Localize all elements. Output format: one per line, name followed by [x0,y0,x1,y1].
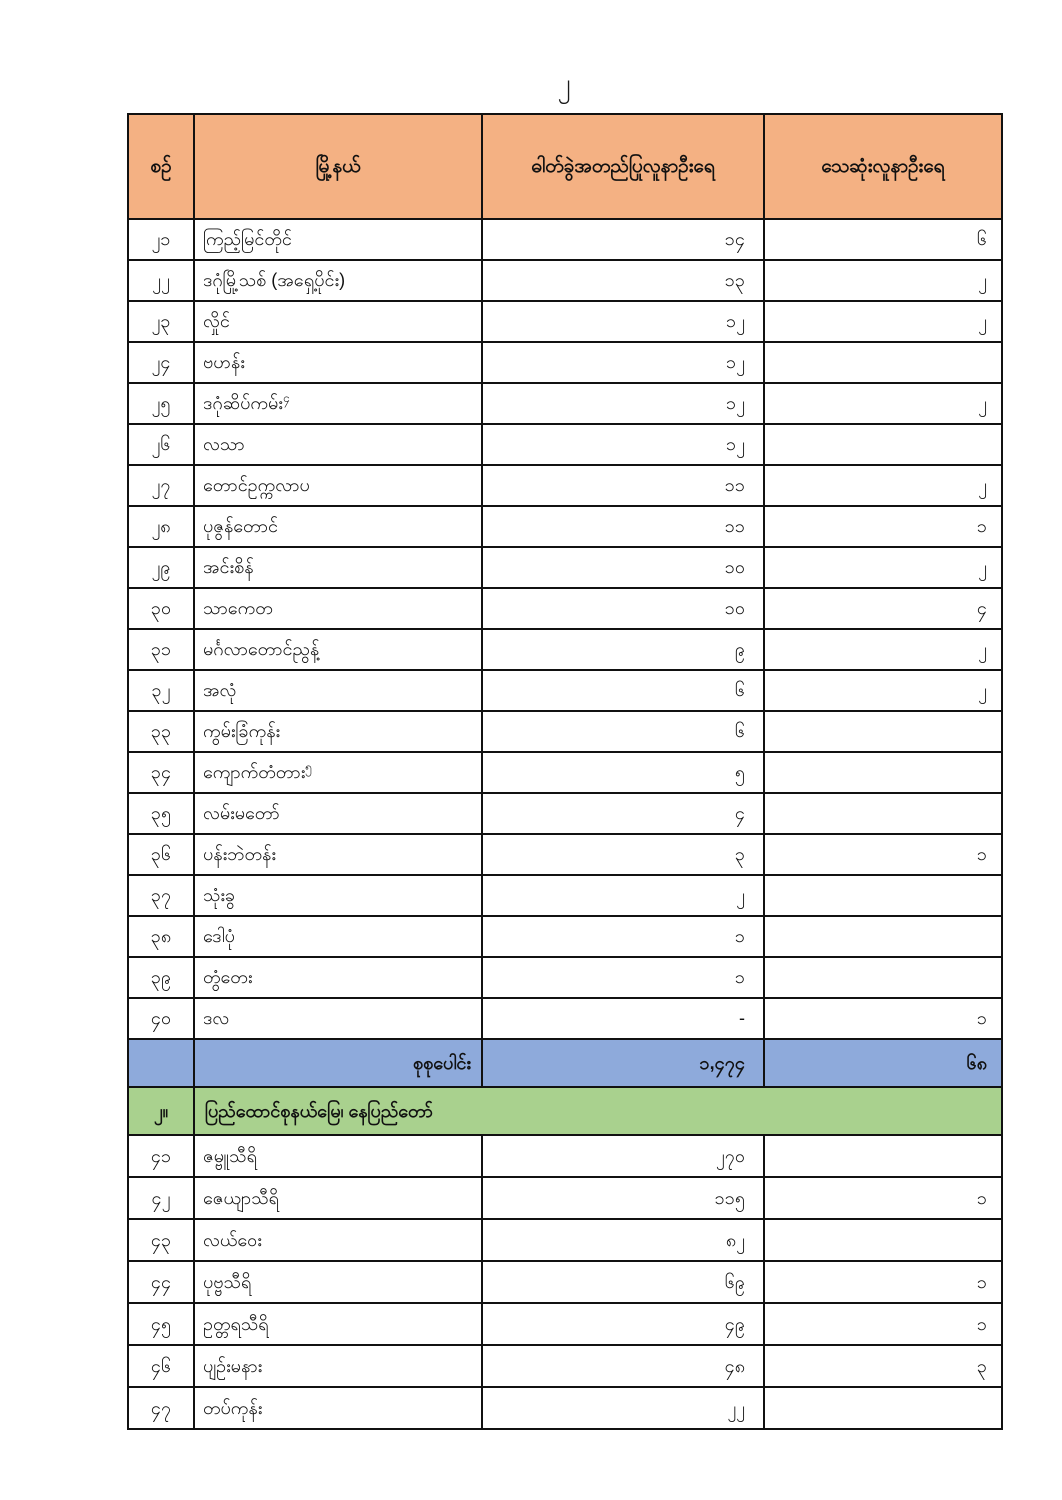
total-row [128,1039,1002,1087]
township-label: ဇေယျာသီရိ [203,1187,279,1208]
row-number: ၃၄ [128,752,194,793]
death-count: ၁ [764,834,1002,875]
confirmed-count: ၃ [482,834,764,875]
row-number: ၂၁ [128,219,194,260]
table-row [128,793,1002,834]
township-label: ဗဟန်း [203,352,245,373]
township-name [194,793,482,834]
township-name [194,1135,482,1177]
confirmed-count: ၆၉ [482,1261,764,1303]
confirmed-count: ၁၀ [482,588,764,629]
township-label: ဒဂုံမြို့သစ် (အရှေ့ပိုင်း) [203,270,346,291]
table-row [128,752,1002,793]
death-count: ၁ [764,1261,1002,1303]
township-rows-naypyitaw [128,1135,1002,1429]
township-label: တပ်ကုန်း [203,1397,263,1418]
death-count: ၆ [764,219,1002,260]
township-label: တွံတေး [203,967,253,988]
confirmed-count: ၁၂ [482,301,764,342]
section-title: ပြည်ထောင်စုနယ်မြေ၊ နေပြည်တော် [194,1087,1002,1135]
confirmed-count: ၁ [482,916,764,957]
table-row [128,465,1002,506]
table-row [128,629,1002,670]
table-row [128,711,1002,752]
header-township: မြို့နယ် [194,114,482,219]
confirmed-count: ၈၂ [482,1219,764,1261]
confirmed-count: ၁၂ [482,342,764,383]
row-number: ၃၇ [128,875,194,916]
table-row [128,547,1002,588]
row-number: ၃၉ [128,957,194,998]
table-row [128,1261,1002,1303]
confirmed-count: ၄၉ [482,1303,764,1345]
death-count [764,1135,1002,1177]
confirmed-count: ၁၄ [482,219,764,260]
row-number: ၂၂ [128,260,194,301]
table-row [128,1135,1002,1177]
township-name [194,342,482,383]
township-label: ဒေါပုံ [203,926,235,947]
township-name [194,1303,482,1345]
confirmed-count: ၁၁၅ [482,1177,764,1219]
death-count: ၂ [764,547,1002,588]
header-deaths: သေဆုံးလူနာဦးရေ [764,114,1002,219]
header-row [128,114,1002,219]
township-name [194,383,482,424]
table-row [128,260,1002,301]
township-name [194,875,482,916]
table-row [128,670,1002,711]
row-number: ၃၁ [128,629,194,670]
township-label: ကွမ်းခြံကုန်း [203,721,281,742]
township-name [194,465,482,506]
header-serial: စဉ် [128,114,194,219]
death-count [764,875,1002,916]
row-number: ၄၅ [128,1303,194,1345]
death-count: ၂ [764,260,1002,301]
death-count: ၃ [764,1345,1002,1387]
row-number: ၃၀ [128,588,194,629]
row-number: ၄၇ [128,1387,194,1429]
township-name [194,547,482,588]
confirmed-count: ၉ [482,629,764,670]
row-number: ၃၈ [128,916,194,957]
row-number: ၄၃ [128,1219,194,1261]
township-name [194,1345,482,1387]
township-label: ဒဂုံဆိပ်ကမ်း [203,393,283,414]
township-label: သုံးခွ [203,885,236,906]
row-number: ၄၆ [128,1345,194,1387]
township-name [194,998,482,1039]
township-label: လမ်းမတော် [203,803,280,824]
table-row [128,219,1002,260]
row-number: ၄၄ [128,1261,194,1303]
death-count: ၁ [764,1303,1002,1345]
death-count: ၂ [764,383,1002,424]
section-number: ၂။ [128,1087,194,1135]
death-count: ၂ [764,301,1002,342]
table-row [128,875,1002,916]
death-count: ၁ [764,998,1002,1039]
death-count [764,342,1002,383]
confirmed-count: ၁၁ [482,465,764,506]
table-row [128,1219,1002,1261]
township-label: အလုံ [203,680,237,701]
death-count: ၁ [764,1177,1002,1219]
township-name [194,752,482,793]
table-row [128,506,1002,547]
confirmed-count: - [482,998,764,1039]
confirmed-count: ၁၀ [482,547,764,588]
township-label: ဇမ္ဗူသီရိ [203,1145,257,1166]
total-empty-cell [128,1039,194,1087]
covid-township-table [127,113,1003,1430]
township-label: ပျဉ်းမနား [203,1355,263,1376]
township-name [194,957,482,998]
township-name [194,1261,482,1303]
township-label: အင်းစိန် [203,557,254,578]
township-name [194,588,482,629]
township-name [194,711,482,752]
row-number: ၃၂ [128,670,194,711]
header-confirmed: ဓါတ်ခွဲအတည်ပြုလူနာဦးရေ [482,114,764,219]
row-number: ၂၇ [128,465,194,506]
township-name [194,1219,482,1261]
confirmed-count: ၁၂ [482,383,764,424]
confirmed-count: ၄ [482,793,764,834]
row-number: ၃၅ [128,793,194,834]
table-row [128,383,1002,424]
township-name [194,670,482,711]
township-label: ပုဇွန်တောင် [203,516,278,537]
township-label: သာကေတ [203,598,273,619]
table-row [128,1303,1002,1345]
township-name [194,260,482,301]
death-count [764,957,1002,998]
table-row [128,1387,1002,1429]
footnote-marker: ၄ [282,391,290,406]
death-count [764,916,1002,957]
table-row [128,834,1002,875]
table-row [128,957,1002,998]
township-name [194,301,482,342]
death-count [764,793,1002,834]
township-label: ကြည့်မြင်တိုင် [203,229,292,250]
row-number: ၂၃ [128,301,194,342]
section-header-row [128,1087,1002,1135]
row-number: ၂၄ [128,342,194,383]
death-count [764,711,1002,752]
confirmed-count: ၆ [482,711,764,752]
footnote-marker: ၅ [305,760,313,775]
row-number: ၂၈ [128,506,194,547]
table-row [128,342,1002,383]
township-name [194,629,482,670]
township-name [194,834,482,875]
confirmed-count: ၂၂ [482,1387,764,1429]
confirmed-count: ၁၃ [482,260,764,301]
township-name [194,916,482,957]
township-label: ပန်းဘဲတန်း [203,844,276,865]
township-name [194,1177,482,1219]
row-number: ၂၅ [128,383,194,424]
table-row [128,1177,1002,1219]
township-name [194,424,482,465]
death-count: ၂ [764,670,1002,711]
death-count: ၄ [764,588,1002,629]
township-name [194,219,482,260]
township-label: ဒလ [203,1008,230,1029]
confirmed-count: ၁၁ [482,506,764,547]
confirmed-count: ၄၈ [482,1345,764,1387]
total-label: စုစုပေါင်း [194,1039,482,1087]
death-count [764,1219,1002,1261]
township-rows-yangon [128,219,1002,1039]
township-label: တောင်ဥက္ကလာပ [203,475,310,496]
confirmed-count: ၆ [482,670,764,711]
row-number: ၂၆ [128,424,194,465]
row-number: ၃၃ [128,711,194,752]
township-label: ဥတ္တရသီရိ [203,1313,269,1334]
page-number: ၂ [557,68,571,98]
death-count: ၂ [764,465,1002,506]
township-label: ကျောက်တံတား [203,762,306,783]
death-count [764,424,1002,465]
confirmed-count: ၁၂ [482,424,764,465]
confirmed-count: ၂ [482,875,764,916]
row-number: ၃၆ [128,834,194,875]
township-name [194,1387,482,1429]
total-section [128,1039,1002,1135]
death-count [764,752,1002,793]
total-deaths: ၆၈ [764,1039,1002,1087]
total-confirmed: ၁,၄၇၄ [482,1039,764,1087]
table-row [128,301,1002,342]
row-number: ၄၀ [128,998,194,1039]
row-number: ၄၁ [128,1135,194,1177]
confirmed-count: ၅ [482,752,764,793]
table-row [128,916,1002,957]
township-label: မင်္ဂလာတောင်ညွန့် [203,639,320,660]
row-number: ၄၂ [128,1177,194,1219]
township-label: ပုဗ္ဗသီရိ [203,1271,252,1292]
township-label: လသာ [203,434,245,455]
death-count: ၂ [764,629,1002,670]
row-number: ၂၉ [128,547,194,588]
confirmed-count: ၂၇၀ [482,1135,764,1177]
confirmed-count: ၁ [482,957,764,998]
township-label: လှိုင် [203,311,230,332]
table-row [128,588,1002,629]
table-header [128,114,1002,219]
table-row [128,1345,1002,1387]
township-name [194,506,482,547]
township-label: လယ်ဝေး [203,1229,262,1250]
table-row [128,998,1002,1039]
death-count: ၁ [764,506,1002,547]
table-row [128,424,1002,465]
death-count [764,1387,1002,1429]
